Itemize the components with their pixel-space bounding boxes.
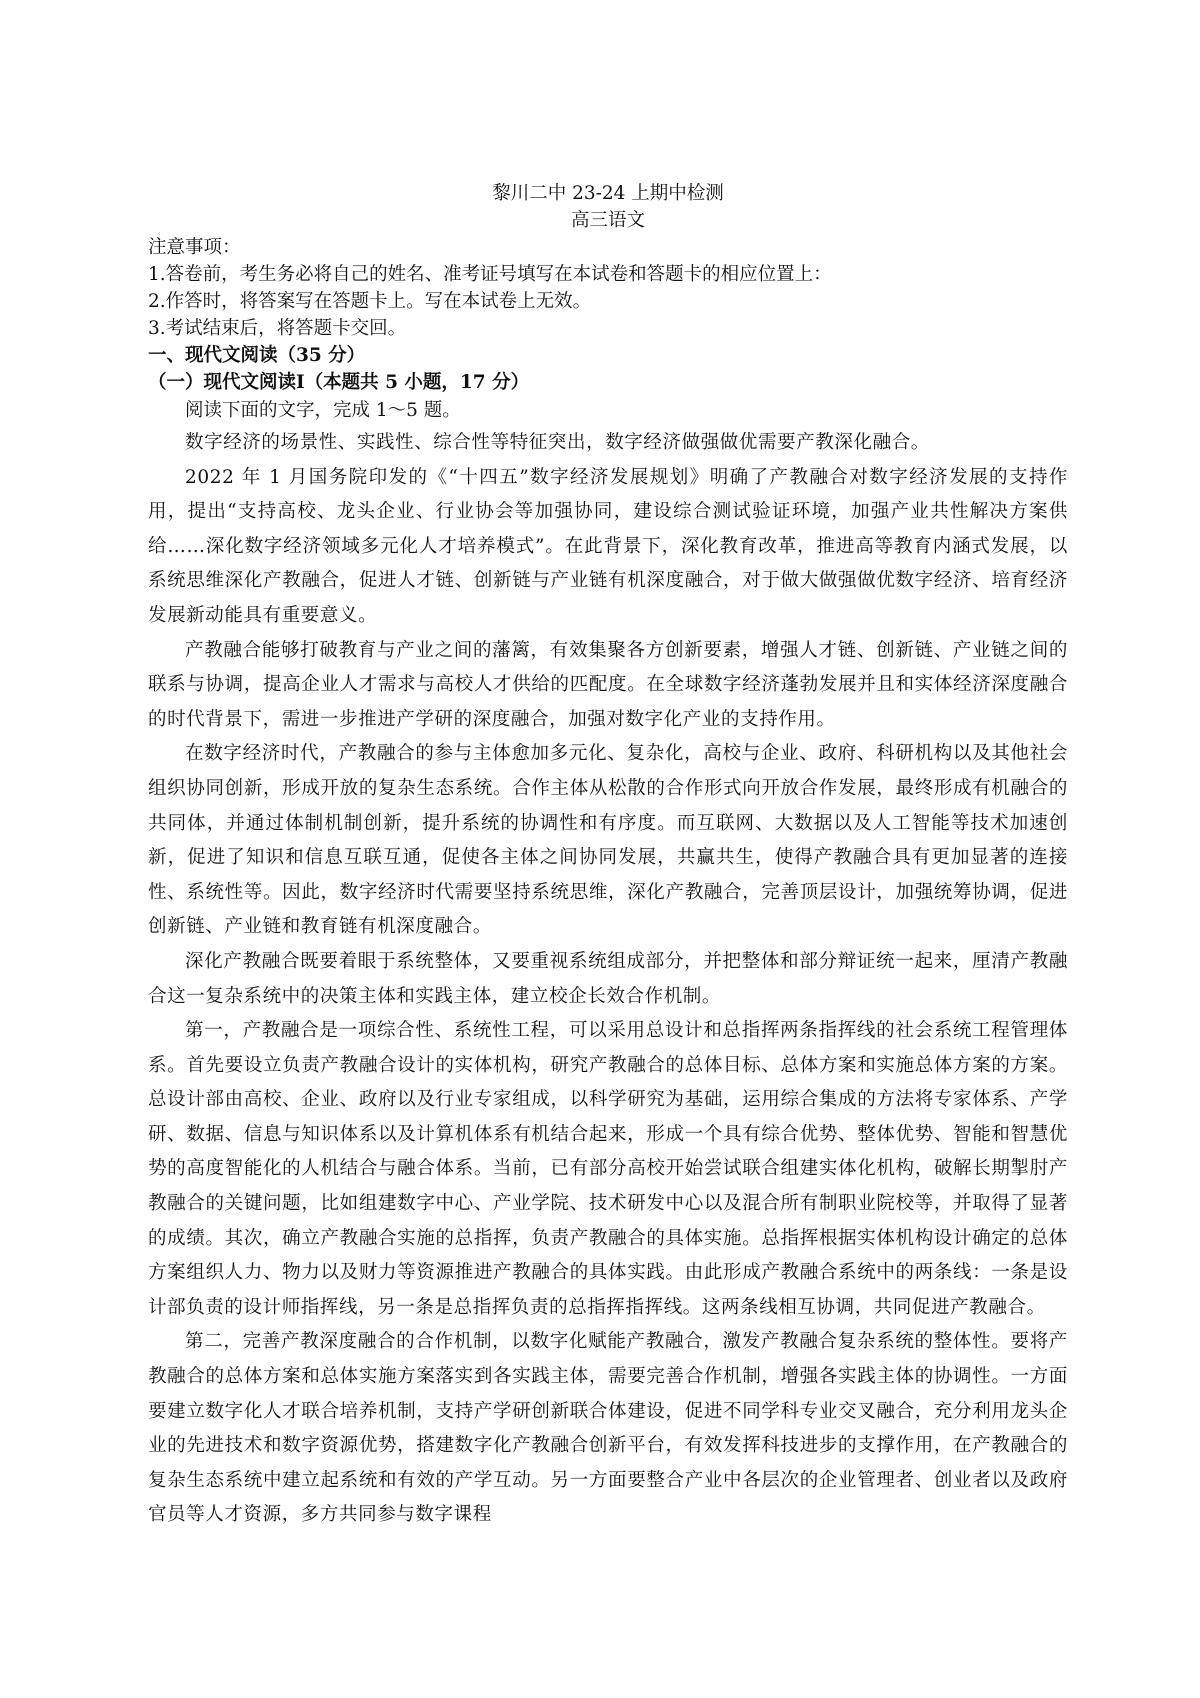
reading-passage xyxy=(148,426,1068,1533)
section-subheading: （一）现代文阅读Ⅰ（本题共 5 小题，17 分） xyxy=(148,372,530,393)
passage-paragraph: 产教融合能够打破教育与产业之间的藩篱，有效集聚各方创新要素，增强人才链、创新链、产业链之间的联系与协调，提高企业人才需求与高校人才供给的匹配度。在全球数字经济蓬勃发展并且和实体经济深度融合的时代背景下，需进一步推进产学研的深度融合，加强对数字化产业的支持作用。 xyxy=(148,639,1068,730)
exam-title: 黎川二中 23-24 上期中检测 xyxy=(492,183,724,204)
notice-heading: 注意事项： xyxy=(148,237,241,258)
passage-paragraph: 数字经济的场景性、实践性、综合性等特征突出，数字经济做强做优需要产教深化融合。 xyxy=(185,432,930,453)
passage-paragraph: 深化产教融合既要着眼于系统整体，又要重视系统组成部分，并把整体和部分辩证统一起来，厘清产教融合这一复杂系统中的决策主体和实践主体，建立校企长效合作机制。 xyxy=(148,950,1068,1007)
exam-page xyxy=(148,180,1068,1533)
passage-paragraph: 2022 年 1 月国务院印发的《“十四五”数字经济发展规划》明确了产教融合对数字经济发展的支持作用，提出“支持高校、龙头企业、行业协会等加强协同，建设综合测试验证环境，加强产业共性解决方案供给……深化数字经济领域多元化人才培养模式”。在此背景下，深化教育改革，推进高等教育内涵式发展，以系统思维深化产教融合，促进人才链、创新链与产业链有机深度融合，对于做大做强做优数字经济、培育经济发展新动能具有重要意义。 xyxy=(148,466,1068,626)
passage-paragraph: 第一，产教融合是一项综合性、系统性工程，可以采用总设计和总指挥两条指挥线的社会系统工程管理体系。首先要设立负责产教融合设计的实体机构，研究产教融合的总体目标、总体方案和实施总体方案的方案。总设计部由高校、企业、政府以及行业专家组成，以科学研究为基础，运用综合集成的方法将专家体系、产学研、数据、信息与知识体系以及计算机体系有机结合起来，形成一个具有综合优势、整体优势、智能和智慧优势的高度智能化的人机结合与融合体系。当前，已有部分高校开始尝试联合组建实体化机构，破解长期掣肘产教融合的关键问题，比如组建数字中心、产业学院、技术研发中心以及混合所有制职业院校等，并取得了显著的成绩。其次，确立产教融合实施的总指挥，负责产教融合的具体实施。总指挥根据实体机构设计确定的总体方案组织人力、物力以及财力等资源推进产教融合的具体实践。由此形成产教融合系统中的两条线：一条是设计部负责的设计师指挥线，另一条是总指挥负责的总指挥指挥线。这两条线相互协调，共同促进产教融合。 xyxy=(148,1020,1068,1318)
notice-item: 1.答卷前，考生务必将自己的姓名、准考证号填写在本试卷和答题卡的相应位置上： xyxy=(148,264,832,285)
exam-subtitle: 高三语文 xyxy=(570,210,645,231)
section-heading: 一、现代文阅读（35 分） xyxy=(148,345,366,366)
notice-block xyxy=(148,234,1068,342)
reading-instruction: 阅读下面的文字，完成 1～5 题。 xyxy=(185,400,461,421)
passage-paragraph: 在数字经济时代，产教融合的参与主体愈加多元化、复杂化，高校与企业、政府、科研机构以及其他社会组织协同创新，形成开放的复杂生态系统。合作主体从松散的合作形式向开放合作发展，最终形成有机融合的共同体，并通过体制机制创新，提升系统的协调性和有序度。而互联网、大数据以及人工智能等技术加速创新，促进了知识和信息互联互通，促使各主体之间协同发展，共赢共生，使得产教融合具有更加显著的连接性、系统性等。因此，数字经济时代需要坚持系统思维，深化产教融合，完善顶层设计，加强统筹协调，促进创新链、产业链和教育链有机深度融合。 xyxy=(148,743,1068,938)
passage-paragraph: 第二，完善产教深度融合的合作机制，以数字化赋能产教融合，激发产教融合复杂系统的整体性。要将产教融合的总体方案和总体实施方案落实到各实践主体，需要完善合作机制，增强各实践主体的协调性。一方面要建立数字化人才联合培养机制，支持产学研创新联合体建设，促进不同学科专业交叉融合，充分利用龙头企业的先进技术和数字资源优势，搭建数字化产教融合创新平台，有效发挥科技进步的支撑作用，在产教融合的复杂生态系统中建立起系统和有效的产学互动。另一方面要整合产业中各层次的企业管理者、创业者以及政府官员等人才资源，多方共同参与数字课程 xyxy=(148,1331,1068,1526)
notice-item: 3.考试结束后，将答题卡交回。 xyxy=(148,318,407,339)
notice-item: 2.作答时，将答案写在答题卡上。写在本试卷上无效。 xyxy=(148,291,592,312)
